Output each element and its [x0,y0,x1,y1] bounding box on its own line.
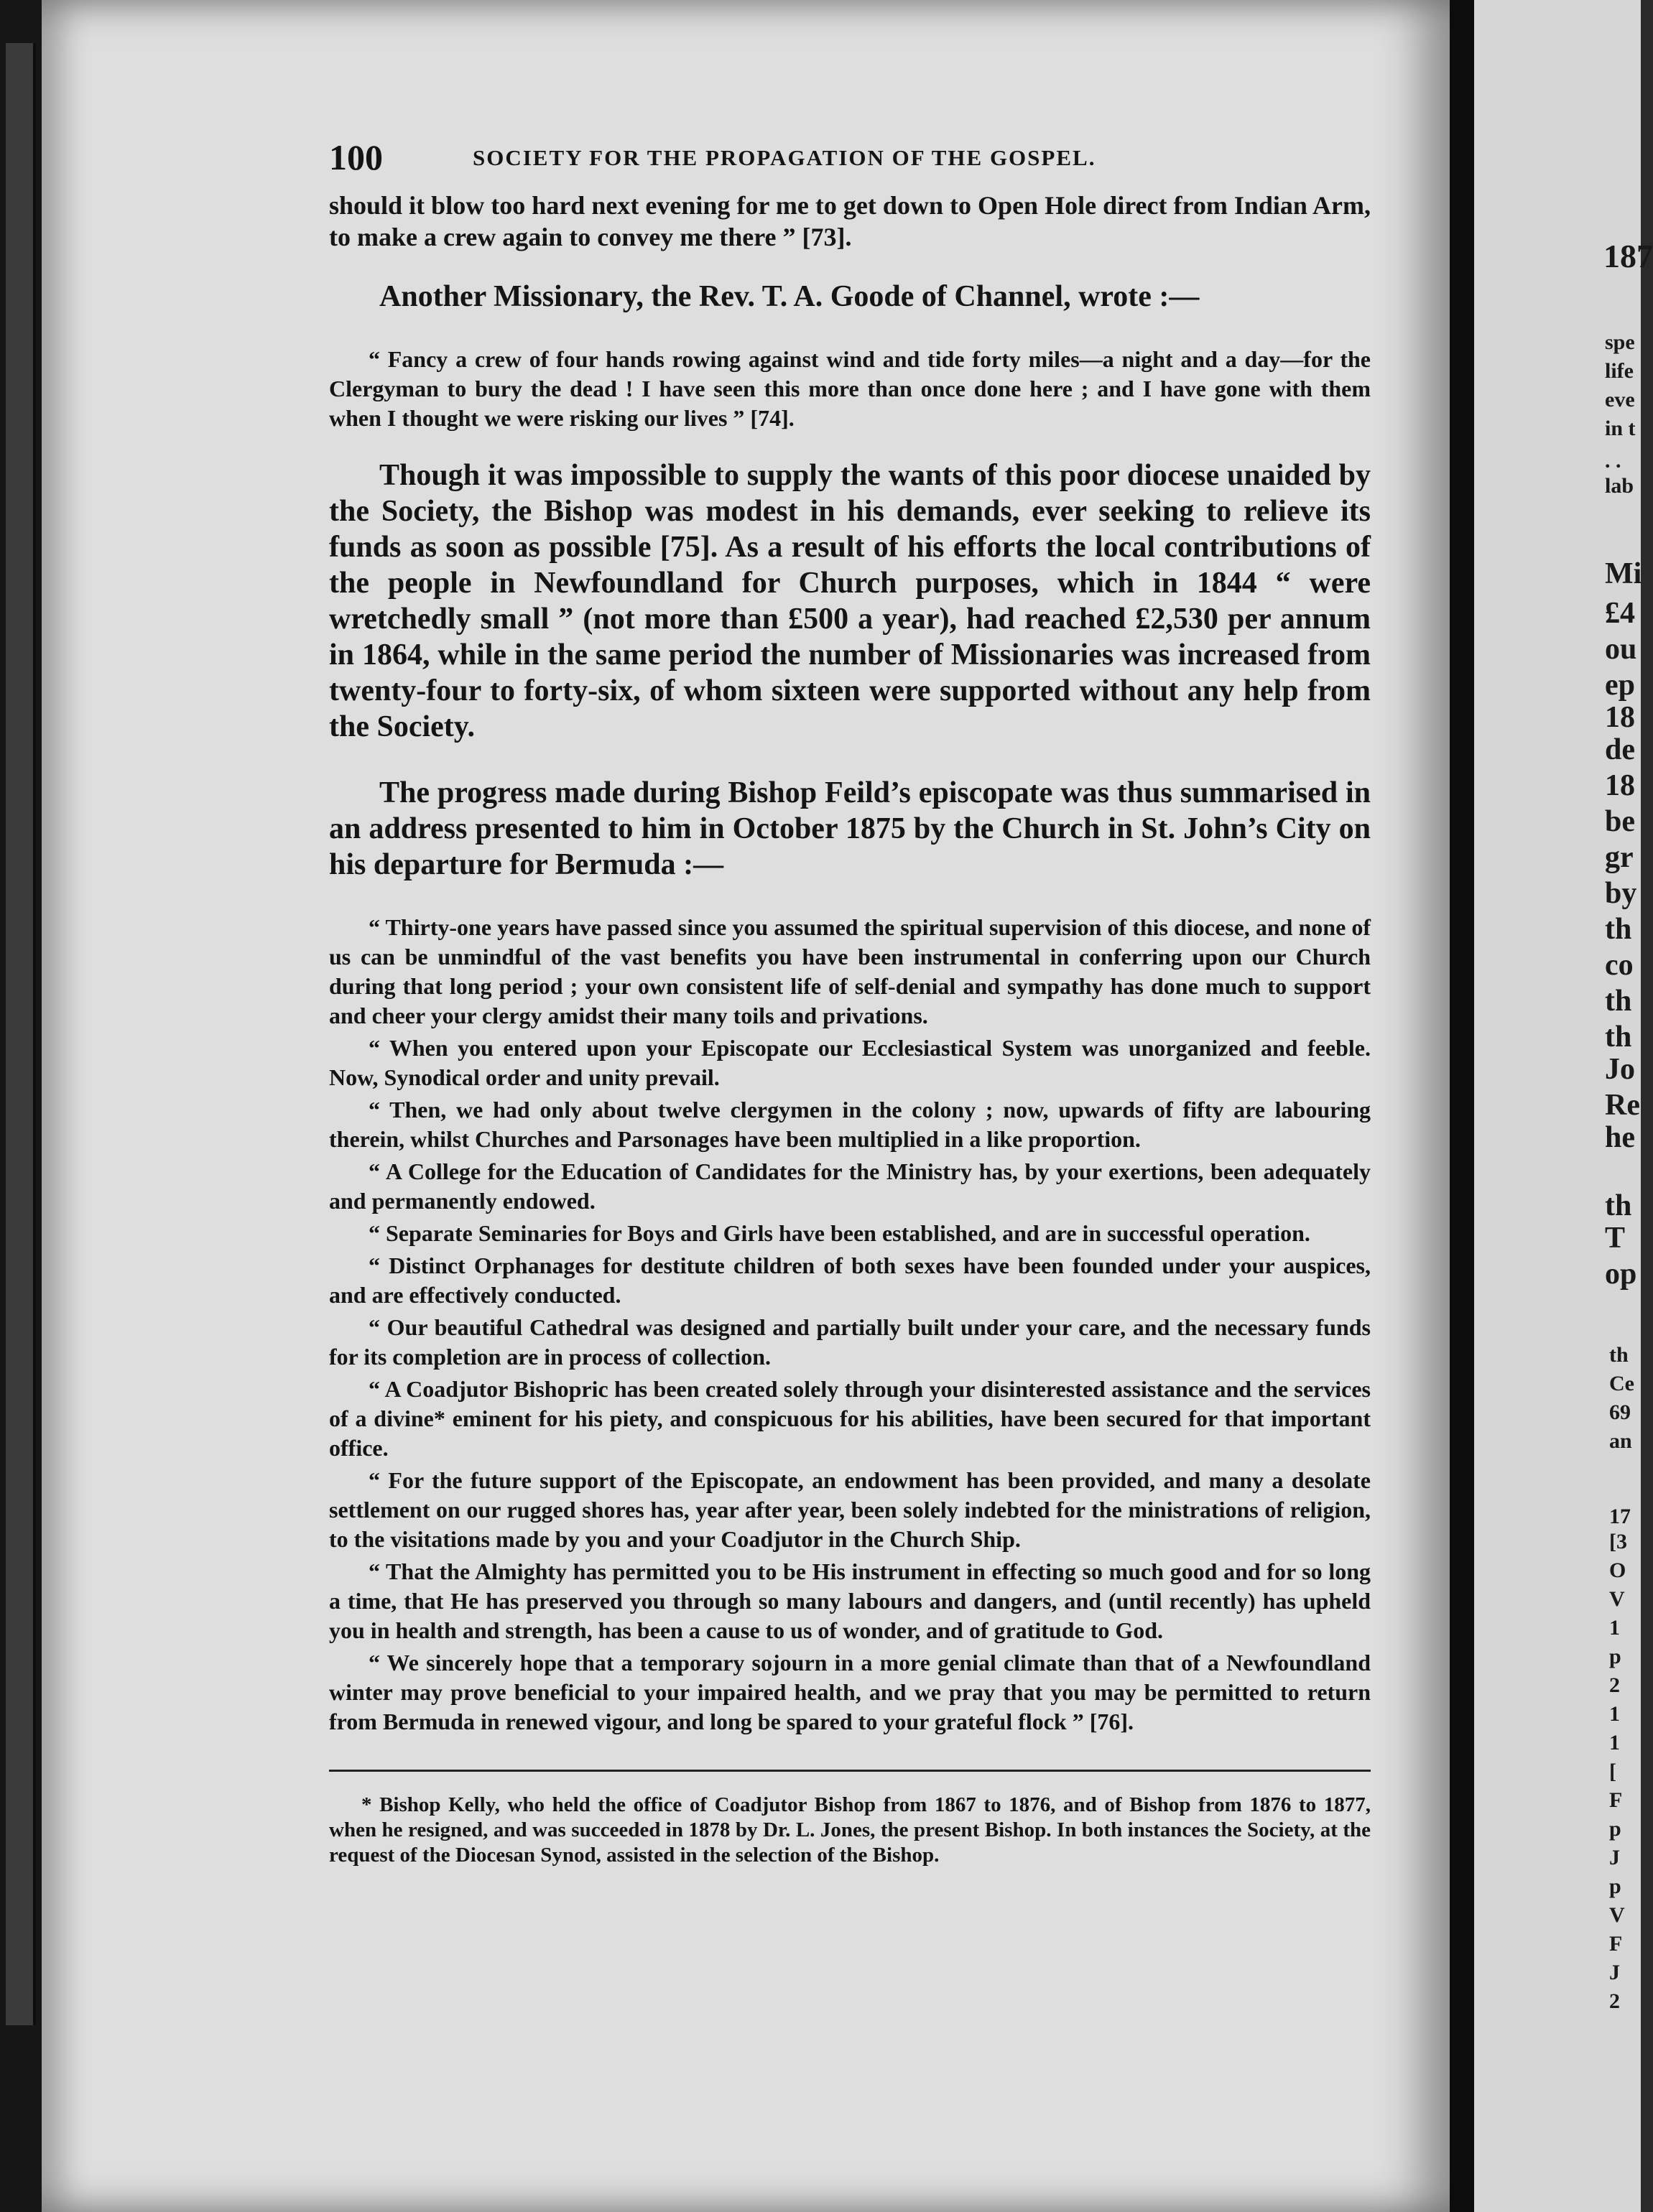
facing-page-fragment: op [1605,1258,1637,1291]
facing-page-fragment: J [1609,1846,1620,1869]
facing-page-fragment: life [1605,359,1634,383]
footnote-divider [329,1770,1371,1772]
facing-page-fragment: [ [1609,1760,1616,1783]
facing-page-fragment: de [1605,733,1635,766]
facing-page-fragment: Mi [1605,557,1642,590]
facing-page-fragment: 1 [1609,1616,1620,1640]
facing-page-fragment: by [1605,877,1637,910]
facing-page-fragment: Jo [1605,1053,1635,1086]
address-paragraph: “ We sincerely hope that a temporary sojourn in a more genial climate than that of a Newfoundland winter may prove beneficial to your impaired health, and we pray that you may be permitted to return from Bermuda in renewed vigour, and long be spared to your grateful flock ” [76]. [329,1650,1371,1734]
facing-page-fragment: £4 [1605,597,1635,630]
facing-page-fragment: V [1609,1587,1625,1611]
facing-page-fragment: 18 [1605,701,1635,734]
facing-page-fragment: Ce [1609,1372,1634,1395]
facing-page-fragment: F [1609,1932,1623,1956]
footnote: * Bishop Kelly, who held the office of Coadjutor Bishop from 1867 to 1876, and of Bishop from 1876 to 1877, when he resigned, and was succeeded in 1878 by Dr. L. Jones, the present Bishop. In both instances the Society, at the request of the Diocesan Synod, assisted in the selection of the Bishop. [329,1793,1371,1867]
facing-page-fragment: ep [1605,669,1635,702]
facing-page-fragment: in t [1605,417,1636,440]
facing-page-fragment: th [1605,1189,1632,1222]
facing-page-fragment: eve [1605,388,1635,412]
address-paragraph: “ When you entered upon your Episcopate our Ecclesiastical System was unorganized and feeble. Now, Synodical order and unity prevail. [329,1035,1371,1090]
facing-page-edge [1474,0,1653,2212]
address-paragraph: “ Then, we had only about twelve clergymen in the colony ; now, upwards of fifty are labouring therein, whilst Churches and Parsonages have been multiplied in a like proportion. [329,1097,1371,1152]
facing-page-fragment: O [1609,1558,1626,1582]
facing-page-fragment: 2 [1609,1673,1620,1697]
book-page [42,0,1450,2212]
paragraph-progress: The progress made during Bishop Feild’s episcopate was thus summarised in an address presented to him in October 1875 by the Church in St. John’s City on his departure for Bermuda :— [329,776,1371,881]
paragraph-bishop-demands: Though it was impossible to supply the wants of this poor diocese unaided by the Society, the Bishop was modest in his demands, ever seeking to relieve its funds as soon as possible [75]. As a result of his efforts the local contributions of the people in Newfoundland for Church purposes, which in 1844 “ were wretchedly small ” (not more than £500 a year), had reached £2,530 per annum in 1864, while in the same period the number of Missionaries was increased from twenty-four to forty-six, of whom sixteen were supported without any help from the Society. [329,459,1371,743]
facing-page-fragment: 17 [1609,1505,1631,1528]
facing-page-fragment: [3 [1609,1530,1627,1553]
facing-page-fragment: p [1609,1817,1621,1841]
facing-page-fragment: co [1605,949,1634,982]
page-gutter [1450,0,1474,2212]
facing-page-fragment: 187 [1603,238,1653,274]
address-paragraph: “ That the Almighty has permitted you to be His instrument in effecting so much good and for so long a time, that He has preserved you through so many labours and dangers, and (until recently) has upheld you in health and strength, has been a cause to us of wonder, and of gratitude to God. [329,1558,1371,1643]
facing-page-fragment: F [1609,1788,1623,1812]
page-header [329,136,1371,187]
page-number: 100 [329,137,383,177]
facing-page-fragment: th [1605,985,1632,1018]
address-paragraph: “ For the future support of the Episcopate, an endowment has been provided, and many a desolate settlement on our rugged shores has, year after year, been solely indebted for the ministrations of religion, to the visitations made by you and your Coadjutor in the Church Ship. [329,1467,1371,1552]
facing-page-fragment: lab [1605,474,1634,498]
facing-page-fragment: th [1605,913,1632,946]
facing-page-fragment: he [1605,1121,1635,1154]
facing-page-fragment: 1 [1609,1702,1620,1726]
address-paragraph: “ Thirty-one years have passed since you assumed the spiritual supervision of this diocese, and none of us can be unmindful of the vast benefits you have been instrumental in conferring upon our Church during that long period ; your own consistent life of self-denial and sympathy has done much to support and cheer your clergy amidst their many toils and privations. [329,914,1371,1028]
lead-line: Another Missionary, the Rev. T. A. Goode of Channel, wrote :— [379,280,1200,313]
running-title: SOCIETY FOR THE PROPAGATION OF THE GOSPEL. [473,145,1096,170]
facing-page-fragment: p [1609,1874,1621,1898]
binding-strip [6,43,36,2025]
facing-page-fragment: Re [1605,1089,1640,1122]
quote-goode: “ Fancy a crew of four hands rowing against wind and tide forty miles—a night and a day—for the Clergyman to bury the dead ! I have seen this more than once done here ; and I have gone with them when I thought we were risking our lives ” [74]. [329,346,1371,431]
facing-page-fragment: 1 [1609,1731,1620,1755]
facing-page-fragment: J [1609,1961,1620,1984]
facing-page-fragment: an [1609,1429,1632,1453]
facing-page-fragment: V [1609,1903,1625,1927]
facing-page-fragment: p [1609,1645,1621,1668]
facing-page-fragment: gr [1605,841,1634,874]
facing-page-fragment: be [1605,805,1635,838]
book-spine-edge [0,0,42,2212]
continuation-text: should it blow too hard next evening for me to get down to Open Hole direct from Indian Arm, to make a crew again to convey me there ” [73]. [329,191,1371,251]
facing-page-fragment: 18 [1605,769,1635,802]
address-paragraph: “ Separate Seminaries for Boys and Girls have been established, and are in successful operation. [369,1220,1310,1246]
facing-page-fragment: ou [1605,633,1637,666]
address-paragraph: “ A Coadjutor Bishopric has been created solely through your disinterested assistance and the services of a divine* eminent for his piety, and conspicuous for his abilities, have been secured for that important office. [329,1376,1371,1461]
address-paragraph: “ Distinct Orphanages for destitute children of both sexes have been founded under your auspices, and are effectively conducted. [329,1253,1371,1308]
facing-page-fragment: spe [1605,330,1635,354]
facing-page-fragment: th [1605,1021,1632,1054]
facing-page-fragment: 69 [1609,1400,1631,1424]
address-quote [329,913,1371,1737]
facing-page-fragment: th [1609,1343,1629,1367]
page-content [329,136,1371,1889]
facing-page-fragment: . . [1605,449,1621,473]
address-paragraph: “ Our beautiful Cathedral was designed and partially built under your care, and the necessary funds for its completion are in process of collection. [329,1314,1371,1370]
address-paragraph: “ A College for the Education of Candidates for the Ministry has, by your exertions, been adequately and permanently endowed. [329,1158,1371,1214]
facing-page-fragment: T [1605,1222,1626,1255]
facing-page-fragment: 2 [1609,1989,1620,2013]
